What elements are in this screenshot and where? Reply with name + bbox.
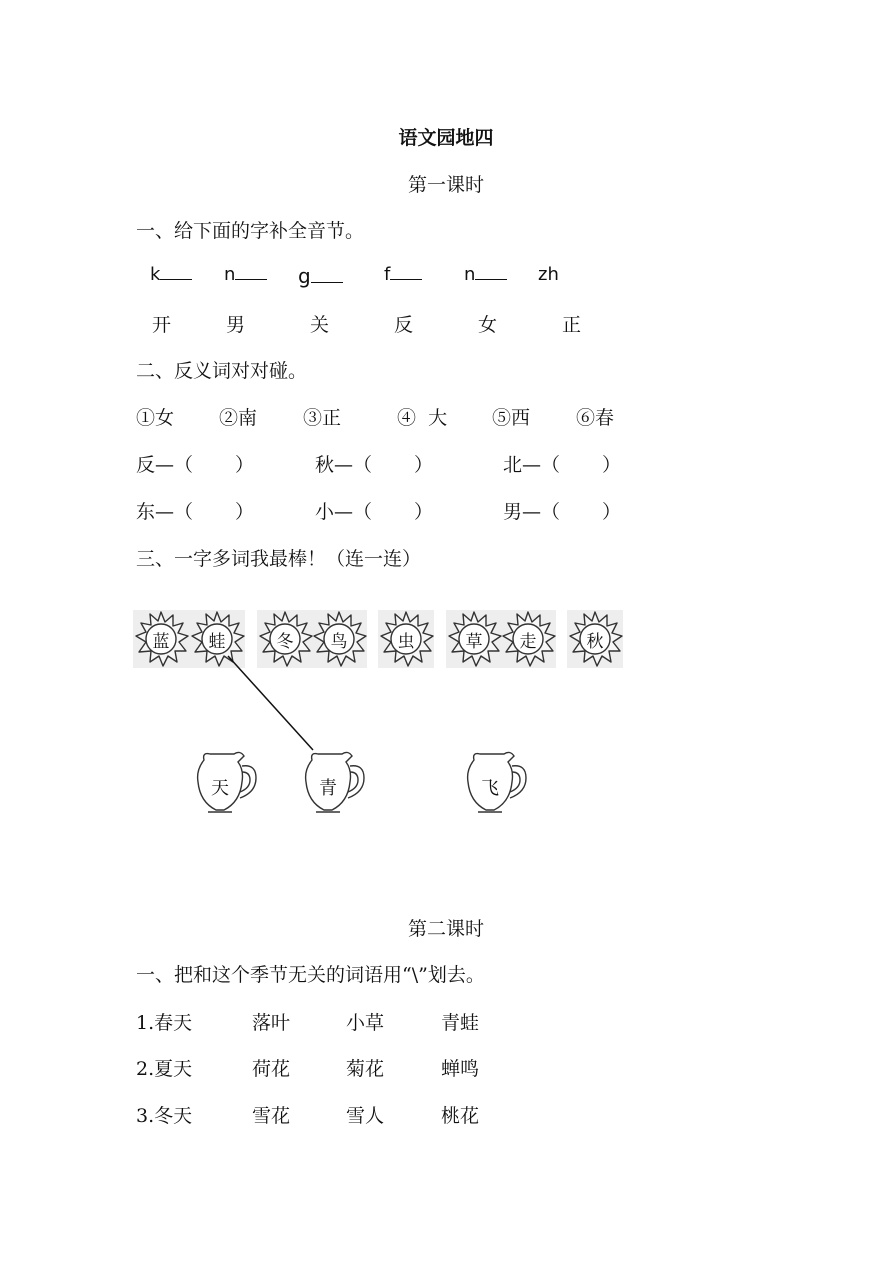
char-item: 女 [478, 314, 498, 336]
season-word[interactable]: 落叶 [252, 1012, 291, 1034]
pinyin-item: n [224, 264, 267, 285]
char-item: 正 [562, 314, 582, 336]
option-item: ②南 [219, 407, 258, 429]
sun-item[interactable] [567, 610, 623, 668]
antonym-blank: 秋—（ ） [315, 454, 434, 476]
season-word[interactable]: 荷花 [252, 1058, 291, 1080]
pinyin-item: zh [538, 264, 559, 285]
char-item: 男 [226, 314, 246, 336]
antonym-blank: 东—（ ） [136, 501, 255, 523]
antonym-blank: 反—（ ） [136, 454, 255, 476]
jug-label: 天 [211, 778, 229, 799]
char-item: 反 [394, 314, 414, 336]
season-word[interactable]: 小草 [346, 1012, 385, 1034]
season-row-label: 1.春天 [136, 1012, 193, 1034]
season-row-label: 2.夏天 [136, 1058, 193, 1080]
char-item: 开 [152, 314, 172, 336]
sun-label: 虫 [397, 632, 415, 652]
sun-label: 蓝 [152, 632, 170, 652]
sun-item[interactable] [446, 610, 502, 668]
sun-item[interactable] [500, 610, 556, 668]
sun-label: 冬 [276, 632, 294, 652]
q1-title: 一、给下面的字补全音节。 [136, 220, 365, 242]
sun-label: 走 [519, 632, 537, 652]
sun-label: 秋 [586, 632, 604, 652]
season-word[interactable]: 蝉鸣 [441, 1058, 480, 1080]
season-word[interactable]: 桃花 [441, 1105, 480, 1127]
option-item: ③正 [303, 407, 342, 429]
pinyin-item: g [298, 264, 343, 288]
option-item: ⑤西 [492, 407, 531, 429]
option-item: ④ 大 [397, 407, 448, 429]
pinyin-item: n [464, 264, 507, 285]
sun-item[interactable] [311, 610, 367, 668]
lesson1-heading: 第一课时 [407, 174, 484, 196]
sun-label: 鸟 [330, 632, 348, 652]
antonym-blank: 北—（ ） [503, 454, 622, 476]
sun-label: 蛙 [208, 632, 226, 652]
pinyin-item: k [150, 264, 192, 285]
season-row-label: 3.冬天 [136, 1105, 193, 1127]
jug-item[interactable] [302, 748, 368, 818]
antonym-blank: 小—（ ） [315, 501, 434, 523]
sun-item[interactable] [378, 610, 434, 668]
option-item: ⑥春 [576, 407, 615, 429]
lesson2-heading: 第二课时 [407, 918, 484, 940]
q3-title: 三、一字多词我最棒！（连一连） [136, 548, 422, 570]
char-item: 关 [310, 314, 330, 336]
lesson2-q1-title: 一、把和这个季节无关的词语用“\”划去。 [136, 964, 485, 986]
pinyin-item: f [384, 264, 422, 285]
q2-title: 二、反义词对对碰。 [136, 360, 308, 382]
season-word[interactable]: 雪花 [252, 1105, 291, 1127]
season-word[interactable]: 雪人 [346, 1105, 385, 1127]
season-word[interactable]: 青蛙 [441, 1012, 480, 1034]
jug-item[interactable] [464, 748, 530, 818]
sun-item[interactable] [133, 610, 189, 668]
jug-label: 飞 [481, 778, 499, 799]
jug-item[interactable] [194, 748, 260, 818]
option-item: ①女 [136, 407, 175, 429]
antonym-blank: 男—（ ） [503, 501, 622, 523]
jug-label: 青 [319, 778, 337, 799]
sun-item[interactable] [257, 610, 313, 668]
sun-item[interactable] [189, 610, 245, 668]
season-word[interactable]: 菊花 [346, 1058, 385, 1080]
sun-label: 草 [465, 632, 483, 652]
page-title: 语文园地四 [398, 127, 494, 149]
